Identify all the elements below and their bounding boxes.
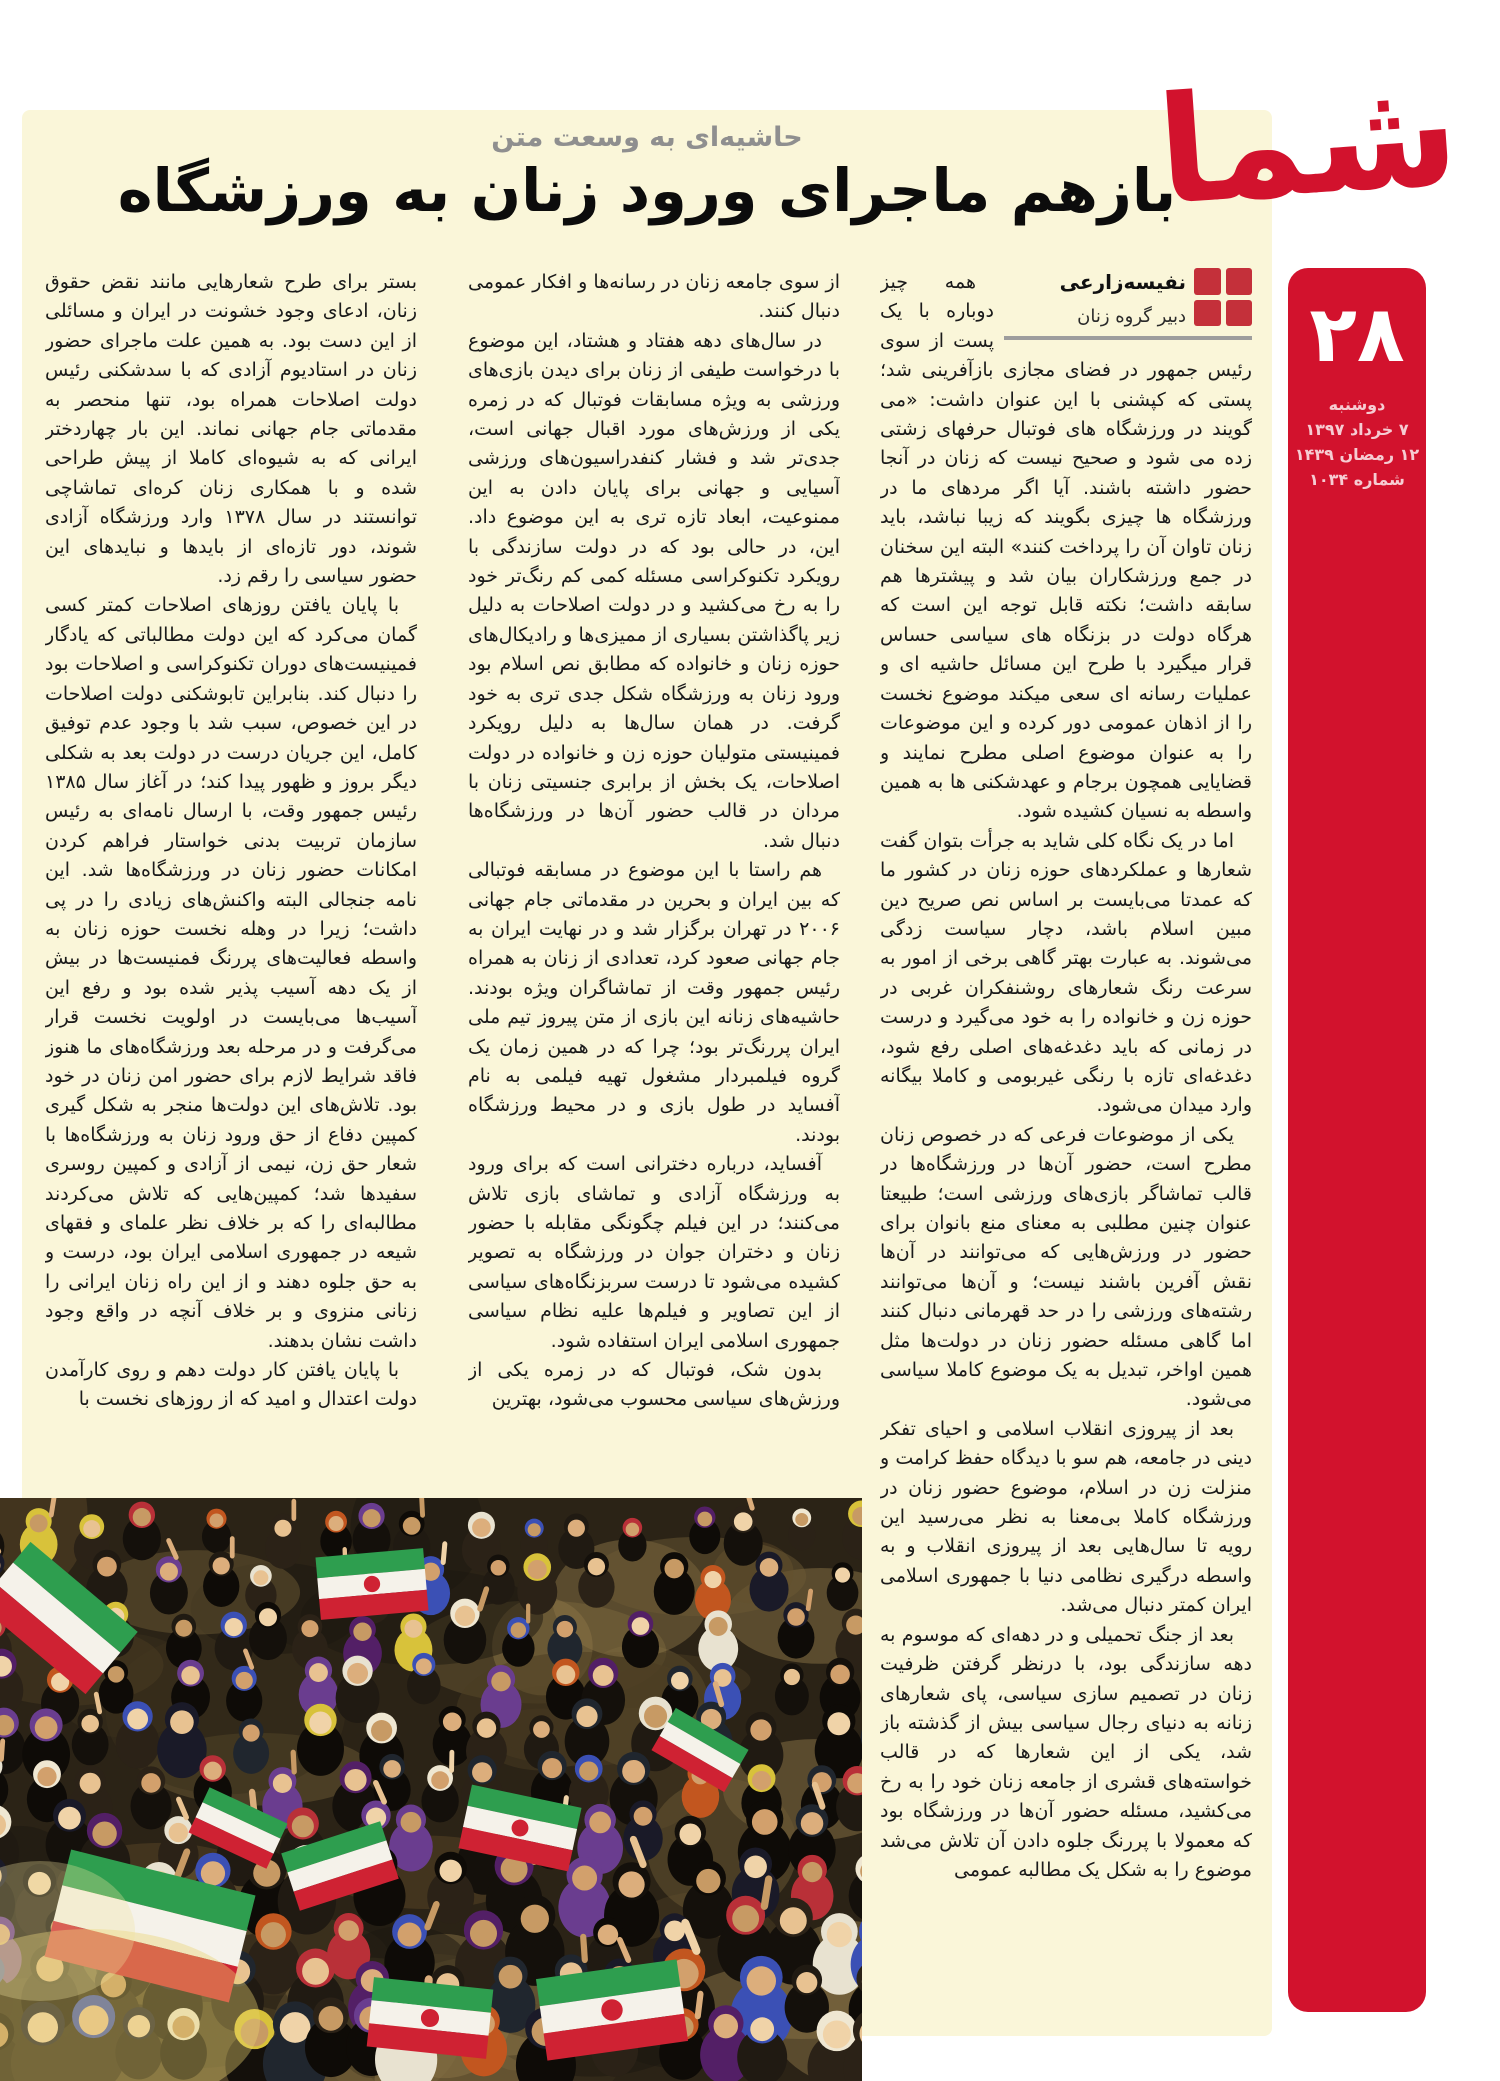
- column-left: [45, 268, 417, 1506]
- paragraph: بعد از جنگ تحمیلی و در دهه‌ای که موسوم به دهه سازندگی بود، با درنظر گرفتن ظرفیت زنان در تصمیم سازی سیاسی، پای شعارهای زنانه به دنیای رجال سیاسی بیش از گذشته باز شد، یکی از این شعارها که در قالب خواسته‌های قشری از جامعه زنان خود را به رخ می‌کشید، مسئله حضور آن‌ها در ورزشگاه بود که معمولا با پررنگ جلوه دادن آن تلاش می‌شد موضوع را به شکل یک مطالبه عمومی: [880, 1623, 1252, 1881]
- byline-block: [1004, 268, 1252, 340]
- date-lunar: ۱۲ رمضان ۱۴۳۹: [1294, 445, 1420, 464]
- date-solar: ۷ خرداد ۱۳۹۷: [1305, 420, 1409, 439]
- issue-info: [1288, 392, 1426, 492]
- shoma-logo: شما: [1152, 45, 1464, 239]
- paragraph: همه چیز دوباره با یک پست از سوی رئیس جمهور در فضای مجازی بازآفرینی شد؛ پستی که کپشنی با این عنوان داشت: «می گویند در ورزشگاه های فوتبال حرفهای زشتی زده می شود و صحیح نیست که زنان در آنجا حضور داشته باشند. آیا اگر مردهای ما در ورزشگاه ها چیزی بگویند که زیبا نباشد، باید زنان تاوان آن را پرداخت کنند» البته این سخنان در جمع ورزشکاران بیان شد و پیشترها هم سابقه داشت؛ نکته قابل توجه این است که هرگاه دولت در بزنگاه های سیاسی حساس قرار میگیرد با طرح این مسائل حاشیه ای و عملیات رسانه ای سعی میکند موضوع نخست را از اذهان عمومی دور کرده و این موضوعات را به عنوان موضوع اصلی مطرح نمایند و قضایایی همچون برجام و عهدشکنی ها به همین واسطه به نسیان کشیده شود.: [880, 271, 1252, 823]
- issue-number: شماره ۱۰۳۴: [1309, 470, 1405, 489]
- paragraph: بستر برای طرح شعارهایی مانند نقض حقوق زنان، ادعای وجود خشونت در ایران و مسائلی از این دست بود. به همین علت ماجرای حضور زنان در استادیوم آزادی که با سدشکنی رئیس دولت اصلاحات همراه بود، تنها منحصر به مقدماتی جام جهانی نماند. این بار چهاردختر ایرانی که به شیوه‌ای کاملا از پیش طراحی شده و با همکاری زنان کره‌ای تماشاچی توانستند در سال ۱۳۷۸ وارد ورزشگاه آزادی شوند، دور تازه‌ای از بایدها و نبایدهای این حضور سیاسی را رقم زد.: [45, 271, 417, 588]
- four-squares-icon: [1194, 268, 1252, 326]
- kicker: حاشیه‌ای به وسعت متن: [491, 122, 803, 153]
- paragraph: بعد از پیروزی انقلاب اسلامی و احیای تفکر دینی در جامعه، هم سو با دیدگاه حفظ کرامت و منزلت زن در اسلام، موضوع حضور زنان در ورزشگاه کاملا بی‌معنا به نظر می‌رسید این رویه تا سال‌هایی بعد از پیروزی انقلاب و به واسطه درگیری نظامی دنیا با جمهوری اسلامی ایران کمتر دنبال می‌شد.: [880, 1417, 1252, 1617]
- paragraph: یکی از موضوعات فرعی که در خصوص زنان مطرح است، حضور آن‌ها در ورزشگاه‌ها در قالب تماشاگر بازی‌های ورزشی است؛ طبیعتا عنوان چنین مطلبی به معنای منع بانوان برای حضور در ورزش‌هایی که می‌توانند در آن‌ها نقش آفرین باشند نیست؛ و آن‌ها می‌توانند رشته‌های ورزشی را در حد قهرمانی دنبال کنند اما گاهی مسئله حضور زنان در دولت‌ها مثل همین اواخر، تبدیل به یک موضوع کاملا سیاسی می‌شود.: [880, 1123, 1252, 1411]
- paragraph: هم راستا با این موضوع در مسابقه فوتبالی که بین ایران و بحرین در مقدماتی جام جهانی ۲۰۰۶ در تهران برگزار شد و در نهایت ایران به جام جهانی صعود کرد، تعدادی از زنان به همراه رئیس جمهور وقت از تماشاگران ویژه بودند. حاشیه‌های زنانه این بازی از متن پیروز تیم ملی ایران پررنگ‌تر بود؛ چرا که در همین زمان یک گروه فیلمبردار مشغول تهیه فیلمی به نام آفساید در طول بازی و در محیط ورزشگاه بودند.: [468, 859, 840, 1146]
- paragraph: اما در یک نگاه کلی شاید به جرأت بتوان گفت شعارها و عملکردهای حوزه زنان در کشور ما که عمدتا می‌بایست بر اساس نص صریح دین مبین اسلام باشد، دچار سیاست زدگی می‌شوند. به عبارت بهتر گاهی برخی از امور به سرعت رنگ شعارهای روشنفکران غربی در حوزه زن و خانواده را به خود می‌گیرد و درست در زمانی که باید دغدغه‌های اصلی رفع شود، دغدغه‌ای تازه با رنگی غیربومی و کاملا بیگانه وارد میدان می‌شود.: [880, 829, 1252, 1117]
- author-role: دبیر گروه زنان: [1077, 306, 1186, 327]
- page-title: بازهم ماجرای ورود زنان به ورزشگاه: [117, 156, 1177, 225]
- weekday: دوشنبه: [1328, 395, 1386, 414]
- paragraph: از سوی جامعه زنان در رسانه‌ها و افکار عمومی دنبال کنند.: [468, 271, 840, 323]
- page-number: ۲۸: [1309, 290, 1405, 380]
- column-right: [880, 268, 1252, 1999]
- paragraph: در سال‌های دهه هفتاد و هشتاد، این موضوع با درخواست طیفی از زنان برای دیدن بازی‌های ورزشی به ویژه مسابقات فوتبال که در زمره یکی از ورزش‌های مورد اقبال جهانی است، جدی‌تر شد و فشار کنفدراسیون‌های ورزشی آسیایی و جهانی برای پایان دادن به این ممنوعیت، ابعاد تازه تری به این موضوع داد. این، در حالی بود که در دولت سازندگی با رویکرد تکنوکراسی مسئله کمی کم رنگ‌تر خود را به رخ می‌کشید و در دولت اصلاحات به دلیل زیر پاگذاشتن بسیاری از ممیزی‌ها و رادیکال‌های حوزه زنان و خانواده که مطابق نص اسلام بود ورود زنان به ورزشگاه شکل جدی تری به خود گرفت. در همان سال‌ها به دلیل رویکرد فمینیستی متولیان حوزه زن و خانواده در دولت اصلاحات، یک بخش از برابری جنسیتی زنان با مردان در قالب حضور آن‌ها در ورزشگاه‌ها دنبال شد.: [468, 329, 840, 852]
- paragraph: با پایان یافتن کار دولت دهم و روی کارآمدن دولت اعتدال و امید که از روزهای نخست با: [45, 1359, 417, 1411]
- crowd-photo: [0, 1498, 862, 2081]
- author-name: نفیسه‌زارعی: [1059, 270, 1186, 294]
- paragraph: بدون شک، فوتبال که در زمره یکی از ورزش‌های سیاسی محسوب می‌شود، بهترین: [468, 1359, 840, 1411]
- masthead-sidebar: [1288, 268, 1426, 2012]
- paragraph: با پایان یافتن روزهای اصلاحات کمتر کسی گمان می‌کرد که این دولت مطالباتی که یادگار فمینیست‌های دوران تکنوکراسی و اصلاحات بود را دنبال کند. بنابراین تابوشکنی دولت اصلاحات در این خصوص، سبب شد با وجود عدم توفیق کامل، این جریان درست در دولت بعد به شکلی دیگر بروز و ظهور پیدا کند؛ در آغاز سال ۱۳۸۵ رئیس جمهور وقت، با ارسال نامه‌ای به رئیس سازمان تربیت بدنی خواستار فراهم کردن امکانات حضور زنان در ورزشگاه‌ها شد. این نامه جنجالی البته واکنش‌های زیادی را در پی داشت؛ زیرا در وهله نخست حوزه زنان به واسطه فعالیت‌های پررنگ فمنیست‌ها در بیش از یک دهه آسیب پذیر شده بود و رفع این آسیب‌ها می‌بایست در اولویت نخست قرار می‌گرفت و در مرحله بعد ورزشگاه‌های ما هنوز فاقد شرایط لازم برای حضور امن زنان در خود بود. تلاش‌های این دولت‌ها منجر به شکل گیری کمپین دفاع از حق ورود زنان به ورزشگاه‌ها با شعار حق زن، نیمی از آزادی و کمپین روسری سفیدها شد؛ کمپین‌هایی که تلاش می‌کردند مطالبه‌ای را که بر خلاف نظر علمای و فقهای شیعه در جمهوری اسلامی ایران بود، درست و به حق جلوه دهند و از این راه زنان ایرانی را زنانی منزوی و بر خلاف آنچه در واقع وجود داشت نشان بدهند.: [45, 594, 417, 1352]
- column-middle: [468, 268, 840, 1506]
- paragraph: آفساید، درباره دخترانی است که برای ورود به ورزشگاه آزادی و تماشای بازی تلاش می‌کنند؛ در این فیلم چگونگی مقابله با حضور زنان و دختران جوان در ورزشگاه به تصویر کشیده می‌شود تا درست سربزنگاه‌های سیاسی از این تصاویر و فیلم‌ها علیه نظام سیاسی جمهوری اسلامی ایران استفاده شود.: [468, 1153, 840, 1352]
- byline-texts: [1060, 268, 1186, 328]
